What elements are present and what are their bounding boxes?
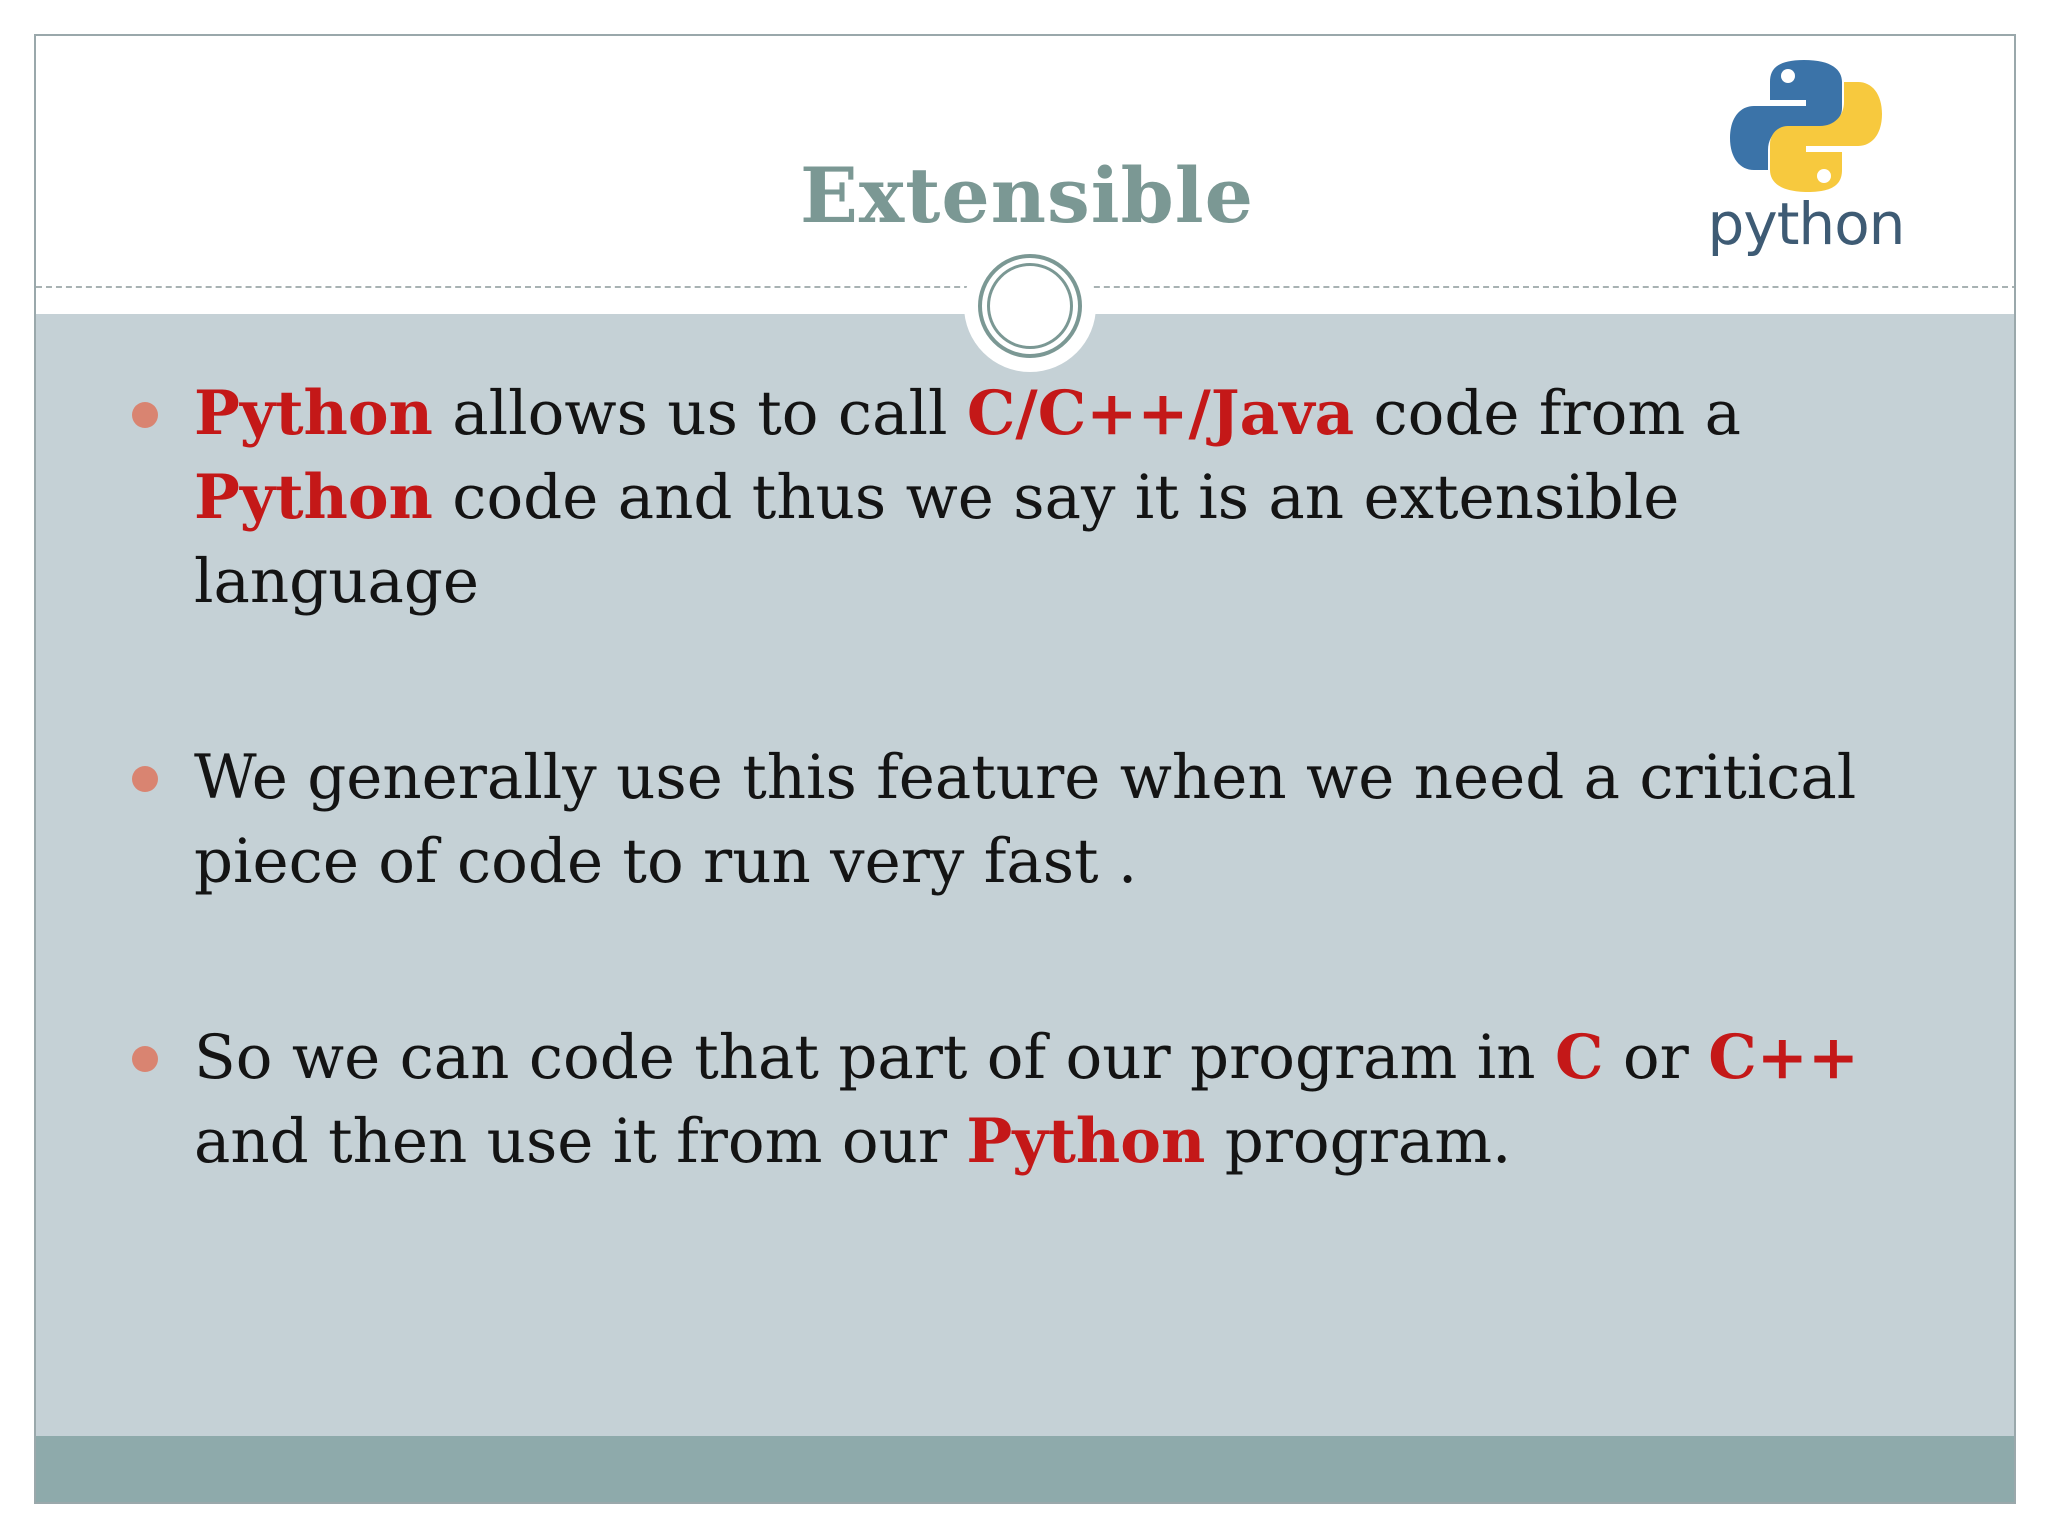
bullet-item (132, 736, 1972, 904)
bullet-item (132, 1016, 1972, 1184)
bullet-dot-icon (132, 402, 158, 428)
bullet-text: We generally use this feature when we need a critical piece of code to run very fast . (194, 742, 1857, 897)
python-logo-text: python (1707, 190, 1905, 258)
slide-title: Extensible (800, 151, 1254, 240)
bullet-dot-icon (132, 1046, 158, 1072)
highlighted-term: C++ (1708, 1022, 1859, 1093)
highlighted-term: C (1554, 1022, 1604, 1093)
divider-circle-inner (987, 263, 1073, 349)
bullet-text: allows us to call (432, 378, 967, 449)
python-snake-icon (1706, 56, 1906, 196)
slide (34, 34, 2016, 1504)
bullet-item (132, 372, 1972, 624)
highlighted-term: Python (194, 462, 433, 533)
bullet-text: code from a (1354, 378, 1741, 449)
bullet-list (132, 372, 1972, 1296)
bullet-dot-icon (132, 766, 158, 792)
footer-band (36, 1436, 2016, 1504)
bullet-text: program. (1205, 1106, 1512, 1177)
bullet-text: So we can code that part of our program in (194, 1022, 1555, 1093)
highlighted-term: C/C++/Java (966, 378, 1355, 449)
highlighted-term: Python (966, 1106, 1206, 1177)
python-logo (1706, 56, 1906, 276)
bullet-text: and then use it from our (194, 1106, 967, 1177)
bullet-text: code and thus we say it is an extensible language (194, 462, 1680, 617)
bullet-text: or (1603, 1022, 1709, 1093)
highlighted-term: Python (194, 378, 433, 449)
